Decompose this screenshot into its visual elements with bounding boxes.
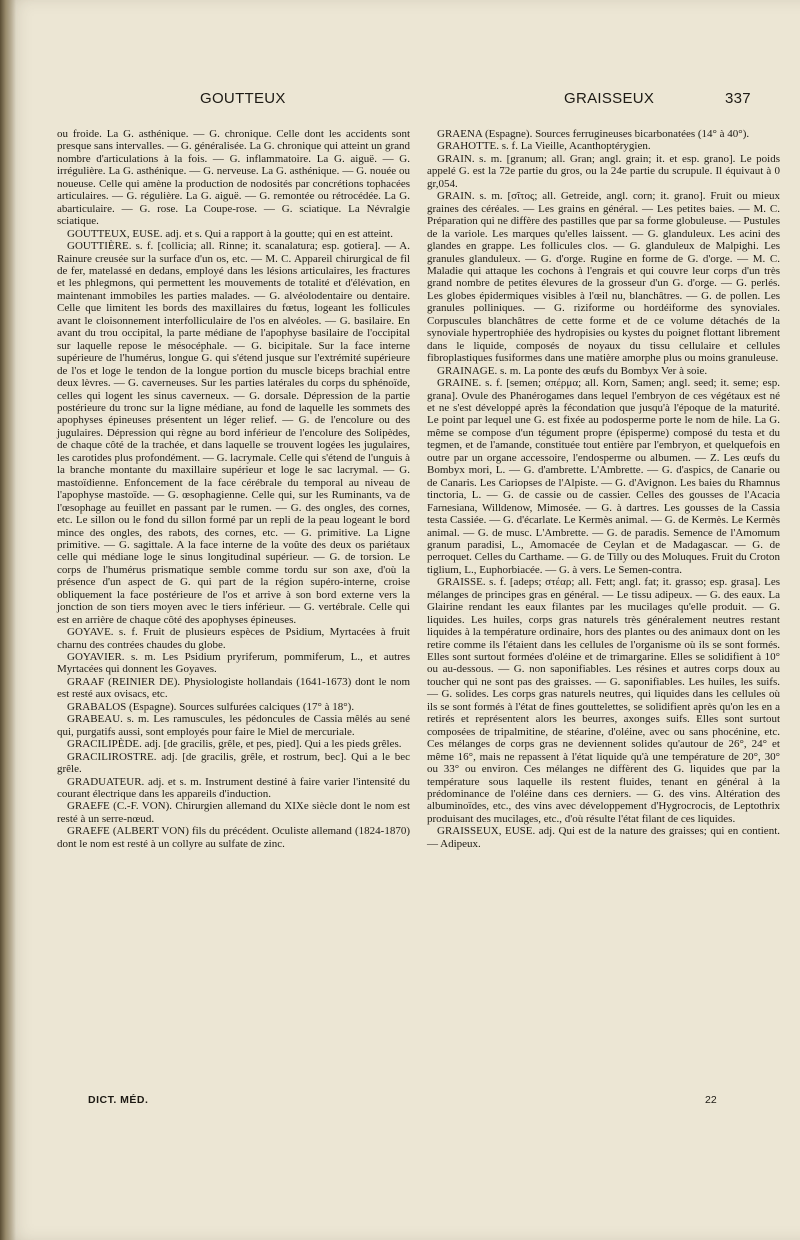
entry-graisseux: GRAISSEUX, EUSE. adj. Qui est de la nature des graisses; qui en contient. — Adipeux. [427,825,780,850]
entry-graine: GRAINE. s. f. [semen; σπέρμα; all. Korn, Samen; angl. seed; it. seme; esp. grana]. Ovule des Phanérogames dans lequel l'embryon de ces végétaux est né et ne s'est développé après la fécondation que jusqu'à l'époque de la maturité. Le point par lequel une G. est fixée au podosperme porte le nom de hile. La G. même se compose d'un tégument propre (épisperme) composé du testa et du tegmen, et de l'amande, constituée tout entière par l'embryon, et quelquefois en outre par un organe accessoire, l'endosperme ou albumen. — Z. Les œufs du Bombyx mori, L. — G. d'ambrette. L'Ambrette. — G. d'aspics, de Canarie ou de Canaris. Les Cariopses de l'Alpiste. — G. d'Avignon. Les baies du Rhamnus tinctoria, L. — G. de cassie ou de cassier. Celles des gousses de l'Acacia Farnesiana, Willdenow, Mimosée. — G. à dartres. Les gousses de la Cassia testa Cassiée. — G. d'écarlate. Le Kermès animal. — G. de Kermès. Le Kermès animal. — G. de musc. L'Ambrette. — G. de paradis. Semence de l'Amomum granum paradisi, L., Amomacée de Ceylan et de Madagascar. — G. de perroquet. Celles du Carthame. — G. de Tilly ou des Moluques. Fruit du Croton tiglium, L., Euphorbiacée. — G. à vers. Le Semen-contra. [427,377,780,576]
sheet-number: 22 [705,1094,717,1106]
page-footer [0,1094,800,1110]
binding-shadow [0,0,16,1240]
left-column [57,128,410,850]
entry-grain-weight: GRAIN. s. m. [granum; all. Gran; angl. grain; it. et esp. grano]. Le poids appelé G. est la 72e partie du gros, ou la 24e partie du scrupule. Il équivaut à 0 gr,054. [427,152,780,190]
entry-graefe-albert: GRAEFE (ALBERT VON) fils du précédent. Oculiste allemand (1824-1870) dont le nom est resté à un collyre au sulfate de zinc. [57,825,410,850]
entry-goyavier: GOYAVIER. s. m. Les Psidium pryriferum, pommiferum, L., et autres Myrtacées qui donnent les Goyaves. [57,651,410,676]
entry-graena: GRAENA (Espagne). Sources ferrugineuses bicarbonatées (14° à 40°). [437,128,750,140]
entry-graduateur: GRADUATEUR. adj. et s. m. Instrument destiné à faire varier l'intensité du courant électrique dans les appareils d'induction. [57,775,410,801]
entry-graefe-cf: GRAEFE (C.-F. VON). Chirurgien allemand du XIXe siècle dont le nom est resté à un serre-nœud. [57,800,410,825]
header-left-word: GOUTTEUX [200,90,286,107]
entry-gouttiere: GOUTTIÈRE. s. f. [collicia; all. Rinne; it. scanalatura; esp. gotiera]. — A. Rainure creusée sur la surface d'un os, etc. — M. C. Appareil chirurgical de fil de fer, matelassé en dedans, employé dans les lésions articulaires, les fractures et les phlegmons, qui permettent les mouvements de totalité et d'élévation, en maintenant immobiles les parties malades. — G. alvéolodentaire ou dentaire. Celle que limitent les bords des maxillaires du fœtus, logeant les follicules avant le cloisonnement interfolliculaire de l'os en alvéoles. — G. basilaire. En avant du trou occipital, la parte médiane de l'apophyse basilaire de l'occipital sur laquelle repose le mésocéphale. — G. bicipitale. Sur la face interne supérieure de l'humérus, longue G. qui s'étend jusque sur l'extrémité supérieure de l'os et loge le tendon de la longue portion du muscle biceps brachial entre deux lèvres. — G. caverneuses. Sur les parties latérales du corps du sphénoïde, celles qui logent les sinus caverneux. — G. dorsale. Dépression de la partie postérieure du tronc sur la ligne médiane, au fond de laquelle les sommets des apophyses épineuses présentent un léger relief. — G. de l'encolure ou des jugulaires. Dépression qui règne au bord inférieur de l'encolure des Solipèdes, de chaque côté de la trachée, et dans laquelle se trouvent logées les jugulaires, les carotides plus profondément. — G. lacrymale. Celle qui s'étend de l'unguis à la branche montante du maxillaire supérieur et loge le sac lacrymal. — G. mastoïdienne. Enfoncement de la face cérébrale du temporal au niveau de l'apophyse mastoïde. — G. œsophagienne. Celle qui, sur les Ruminants, va de l'œsophage au feuillet en passant par le rumen. — G. des ongles, des cornes, etc. Le sillon ou le fond du sillon formé par un repli de la peau logeant le bord mince des ongles, des rabots, des cornes, etc. — G. primitive. La Ligne primitive. — G. sagittale. A la face interne de la voûte des deux os pariétaux celle qui médiane loge le sinus longitudinal supérieur. — G. de torsion. Le corps de l'humérus prismatique semble comme tordu sur son axe, d'où la présence d'un aspect de G. qui part de la région supéro-interne, croise obliquement la face postérieure de l'os et arrive à son bord externe vers la jonction de son tiers moyen avec le tiers inférieur. — G. vertébrale. Celle qui est en arrière de chaque côté des apophyses épineuses. [57,240,410,626]
entry-grabeau: GRABEAU. s. m. Les ramuscules, les pédoncules de Cassia mêlés au sené qui, purgatifs aussi, sont employés pour faire le Miel de mercuriale. [57,713,410,738]
entry-goyave: GOYAVE. s. f. Fruit de plusieurs espèces de Psidium, Myrtacées à fruit charnu des contrées chaudes du globe. [57,626,410,651]
entry-grainage: GRAINAGE. s. m. La ponte des œufs du Bombyx Ver à soie. [437,364,708,377]
page-number: 337 [725,90,751,107]
entry-gracilirostre: GRACILIROSTRE. adj. [de gracilis, grêle, et rostrum, bec]. Qui a le bec grêle. [57,750,410,776]
entry-grahotte: GRAHOTTE. s. f. La Vieille, Acanthoptérygien. [437,140,651,153]
entry-grabalos: GRABALOS (Espagne). Sources sulfurées calciques (17° à 18°). [67,700,355,713]
entry-graaf: GRAAF (REINIER DE). Physiologiste hollandais (1641-1673) dont le nom est resté aux ovisacs, etc. [57,675,410,701]
entry-paragraph: ou froide. La G. asthénique. — G. chronique. Celle dont les accidents sont presque sans intervalles. — G. généralisée. La G. chronique qui atteint un grand nombre d'articulations à la fois. — G. inflammatoire. La G. aiguë. — G. irrégulière. La G. asthénique. — G. nerveuse. La G. asthénique. — G. nouée ou noueuse. Celle qui amène la production de nodosités par concrétions tophacées articulaires. — G. régulière. La G. aiguë. — G. remontée ou rétrocédée. La G. abarticulaire. — G. rose. La Coupe-rose. — G. sciatique. La Névralgie sciatique. [57,128,410,228]
entry-gracilipede: GRACILIPÈDE. adj. [de gracilis, grêle, et pes, pied]. Qui a les pieds grêles. [67,738,402,751]
right-column [427,128,780,850]
entry-grain: GRAIN. s. m. [σῖτος; all. Getreide, angl. corn; it. grano]. Fruit ou mieux graines des céréales. — Les grains en général. — Les petites baies. — M. C. Préparation qui ne diffère des pastilles que par sa forme globuleuse. — Pustules de la variole. Les marques qu'elles laissent. — G. glanduleux. Les acini des glandes en grappe. Les follicules clos. — G. glanduleux de Malpighi. Les granules glanduleux. — G. d'orge. Rugine en forme de G. d'orge. — M. C. Maladie qui attaque les cochons à l'engrais et qui couvre leur corps d'un très grand nombre de petites élevures de la grosseur d'un G. d'orge. — G. perlés. Les globes épidermiques visibles à l'œil nu, blanchâtres. — G. de pollen. Les granules polliniques. — G. riziforme ou hordéiforme des synoviales. Corpuscules blanchâtres de cette forme et de ce volume détachés de la synoviale hypertrophiée des hydropisies ou kystes du poignet flottant librement dans le liquide, composés de noyaux du tissu cellulaire et cellules fibroplastiques fusiformes dans une matière amorphe plus ou moins granuleuse. [427,190,780,365]
entry-graisse: GRAISSE. s. f. [adeps; στέαρ; all. Fett; angl. fat; it. grasso; esp. grasa]. Les mélanges de principes gras en général. — Le tissu adipeux. — G. des eaux. La Glairine rendant les eaux filantes par les mucilages qu'elle produit. — G. liquides. Les huiles, corps gras naturels très généralement neutres restant liquides à la température ordinaire, hors des plantes ou des animaux dont on les retire comme ils l'étaient dans les cellules de l'organisme où ils se sont formés. Elles sont surtout formées d'oléine et de trimargarine. Elles se solidifient à 10° ou au-dessous. — G. non saponifiables. Les résines et autres corps doux au toucher qui ne sont pas des graisses. — G. saponifiables. Les huiles, les suifs. — G. solides. Les corps gras naturels neutres, qui liquides dans les cellules où ils se sont formés à l'état de fines gouttelettes, se solidifient après qu'on les en a retirés et représentent alors les beurres, axonges suifs. Elles sont surtout composées de tripalmitine, de stéarine, d'oléine, avec ou sans phocénine, etc. Ces mélanges de corps gras ne deviennent solides qu'autour de 26°, 24° et même 16°, mais ne repassent à l'état liquide qu'à une température de 20°, 30° ou 33° ou environ. Ces mélanges ne diffèrent des G. liquides que par la température sous laquelle ils restent fluides, tenant en général à la prédominance de l'oléine dans ces derniers. — G. des vins. Altération des albuminoïdes, etc., des vins avec développement d'Hygrocrocis, de Leptothrix produisant des mucilages, etc., d'où résulte l'état filant de ces liquides. [427,576,780,825]
running-head [0,90,800,112]
footer-signature: DICT. MÉD. [88,1094,149,1106]
header-right-word: GRAISSEUX [564,90,655,107]
entry-goutteux: GOUTTEUX, EUSE. adj. et s. Qui a rapport à la goutte; qui en est atteint. [67,227,393,240]
